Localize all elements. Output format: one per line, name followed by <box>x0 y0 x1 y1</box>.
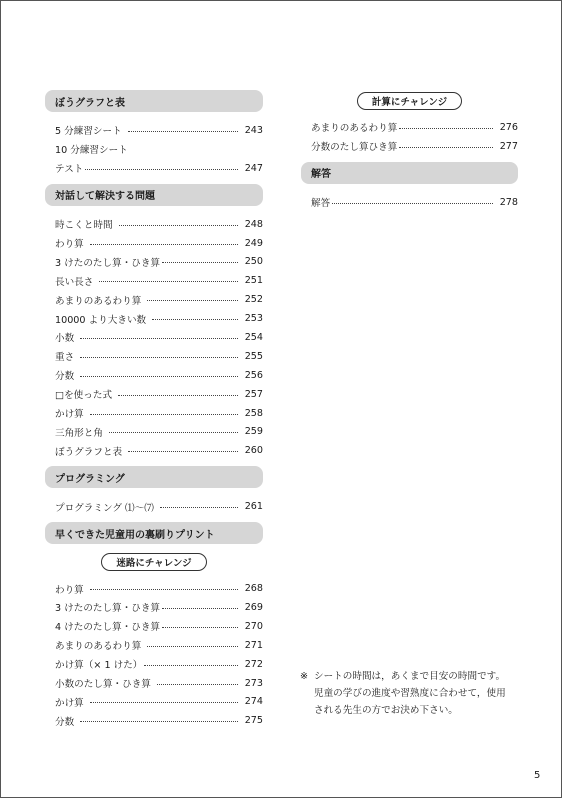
toc-entry[interactable] <box>45 617 263 636</box>
toc-entry[interactable] <box>45 271 263 290</box>
entry-label: □を使った式 <box>55 390 113 402</box>
subheader-maze-challenge: 迷路にチャレンジ <box>101 553 206 571</box>
toc-entry[interactable] <box>45 159 263 178</box>
entry-page: 268 <box>244 583 263 595</box>
entry-page: 276 <box>499 121 518 133</box>
entry-label: あまりのあるわり算 <box>55 641 142 653</box>
entry-page: 249 <box>244 237 263 249</box>
toc-entry[interactable] <box>45 636 263 655</box>
entry-label: わり算 <box>55 584 84 596</box>
footnote-text: される先生の方でお決め下さい。 <box>314 705 458 716</box>
entry-label: 分数 <box>55 716 75 728</box>
toc-entry[interactable] <box>45 366 263 385</box>
toc-entry[interactable] <box>45 140 263 159</box>
footnote-line <box>300 668 530 685</box>
entry-page: 277 <box>499 140 518 152</box>
toc-entry[interactable] <box>301 137 518 156</box>
entry-label: 4 けたのたし算・ひき算 <box>55 622 161 634</box>
entry-page: 247 <box>244 162 263 174</box>
toc-entry[interactable] <box>45 655 263 674</box>
toc-entry[interactable] <box>45 347 263 366</box>
entry-page: 269 <box>244 601 263 613</box>
dot-leader <box>160 507 238 508</box>
entry-page: 270 <box>244 620 263 632</box>
entry-page: 252 <box>244 294 263 306</box>
entry-label: 重さ <box>55 352 75 364</box>
dot-leader <box>90 589 238 590</box>
dot-leader <box>162 608 238 609</box>
toc-entry[interactable] <box>45 692 263 711</box>
toc-entry[interactable] <box>45 252 263 271</box>
entry-label: 10000 より大きい数 <box>55 314 147 326</box>
entry-label: 5 分練習シート <box>55 126 122 138</box>
entry-page: 256 <box>244 369 263 381</box>
toc-entry[interactable] <box>45 674 263 693</box>
entry-page: 259 <box>244 426 263 438</box>
dot-leader <box>118 395 238 396</box>
dot-leader <box>109 432 238 433</box>
entry-page: 273 <box>244 677 263 689</box>
entry-page: 243 <box>244 124 263 136</box>
dot-leader <box>399 128 493 129</box>
entry-page: 261 <box>244 501 263 513</box>
dot-leader <box>147 300 238 301</box>
dot-leader <box>80 357 238 358</box>
entry-label: 3 けたのたし算・ひき算 <box>55 257 161 269</box>
entry-page: 253 <box>244 313 263 325</box>
toc-entry[interactable] <box>45 121 263 140</box>
toc-entry[interactable] <box>45 404 263 423</box>
section-header-programming: プログラミング <box>45 466 263 488</box>
entry-page: 255 <box>244 350 263 362</box>
toc-entry[interactable] <box>45 579 263 598</box>
entry-page: 271 <box>244 639 263 651</box>
entry-page: 258 <box>244 407 263 419</box>
toc-entry[interactable] <box>45 711 263 730</box>
footnote <box>300 668 530 719</box>
footnote-text: 児童の学びの進度や習熟度に合わせて，使用 <box>314 688 506 699</box>
dot-leader <box>128 131 238 132</box>
entry-label: ぼうグラフと表 <box>55 446 123 458</box>
entry-page: 274 <box>244 696 263 708</box>
toc-entry[interactable] <box>45 441 263 460</box>
dot-leader <box>157 684 238 685</box>
entry-label: 10 分練習シート <box>55 145 128 157</box>
toc-entry[interactable] <box>45 290 263 309</box>
toc-entry[interactable] <box>301 193 518 212</box>
dot-leader <box>399 147 493 148</box>
entry-label: 解答 <box>311 198 331 210</box>
entry-label: 分数のたし算ひき算 <box>311 142 398 154</box>
subheader-calc-challenge: 計算にチャレンジ <box>357 92 462 110</box>
dot-leader <box>99 281 238 282</box>
dot-leader <box>332 203 493 204</box>
dot-leader <box>162 262 238 263</box>
subheader-wrap <box>45 553 263 571</box>
dot-leader <box>119 225 238 226</box>
entry-label: あまりのあるわり算 <box>311 123 398 135</box>
dot-leader <box>80 721 238 722</box>
entry-page: 275 <box>244 715 263 727</box>
toc-entry[interactable] <box>45 598 263 617</box>
entry-page: 250 <box>244 256 263 268</box>
entry-label: わり算 <box>55 239 84 250</box>
entry-page: 278 <box>499 196 518 208</box>
dot-leader <box>90 702 238 703</box>
dot-leader <box>152 319 238 320</box>
entry-page: 260 <box>244 445 263 457</box>
dot-leader <box>128 451 238 452</box>
section-header-dialogue-problems: 対話して解決する問題 <box>45 184 263 206</box>
subheader-wrap <box>301 92 518 110</box>
footnote-text: シートの時間は，あくまで目安の時間です。 <box>314 671 506 682</box>
toc-entry[interactable] <box>301 118 518 137</box>
dot-leader <box>80 338 238 339</box>
entry-label: 時こくと時間 <box>55 220 113 232</box>
entry-label: 小数のたし算・ひき算 <box>55 679 151 691</box>
toc-entry[interactable] <box>45 422 263 441</box>
toc-entry[interactable] <box>45 234 263 253</box>
toc-entry[interactable] <box>45 215 263 234</box>
entry-label: テスト <box>55 164 84 176</box>
toc-right-column <box>301 90 518 212</box>
toc-left-column <box>45 90 263 730</box>
toc-entry[interactable] <box>45 497 263 516</box>
dot-leader <box>85 169 238 170</box>
note-mark: ※ <box>300 671 309 682</box>
section-header-extra-prints: 早くできた児童用の裏刷りプリント <box>45 522 263 544</box>
toc-entry[interactable] <box>45 385 263 404</box>
section-header-bar-graph: ぼうグラフと表 <box>45 90 263 112</box>
entry-label: かけ算（× 1 けた） <box>55 660 143 672</box>
entry-label: プログラミング ⑴～⑺ <box>55 502 154 514</box>
dot-leader <box>90 414 238 415</box>
dot-leader <box>80 376 238 377</box>
entry-page: 251 <box>244 275 263 287</box>
entry-label: あまりのあるわり算 <box>55 295 142 307</box>
entry-page: 257 <box>244 388 263 400</box>
dot-leader <box>162 627 238 628</box>
dot-leader <box>147 646 238 647</box>
entry-page: 248 <box>244 218 263 230</box>
entry-label: かけ算 <box>55 409 84 421</box>
toc-entry[interactable] <box>45 328 263 347</box>
dot-leader <box>144 665 238 666</box>
toc-entry[interactable] <box>45 309 263 328</box>
entry-label: 長い長さ <box>55 276 94 288</box>
entry-page: 272 <box>244 658 263 670</box>
entry-label: 三角形と角 <box>55 427 103 439</box>
section-header-answers: 解答 <box>301 162 518 184</box>
entry-page: 254 <box>244 331 263 343</box>
dot-leader <box>90 244 238 245</box>
entry-label: 3 けたのたし算・ひき算 <box>55 603 161 615</box>
page-number: 5 <box>534 770 541 781</box>
entry-label: 小数 <box>55 333 75 345</box>
entry-label: かけ算 <box>55 697 84 709</box>
entry-label: 分数 <box>55 371 75 383</box>
